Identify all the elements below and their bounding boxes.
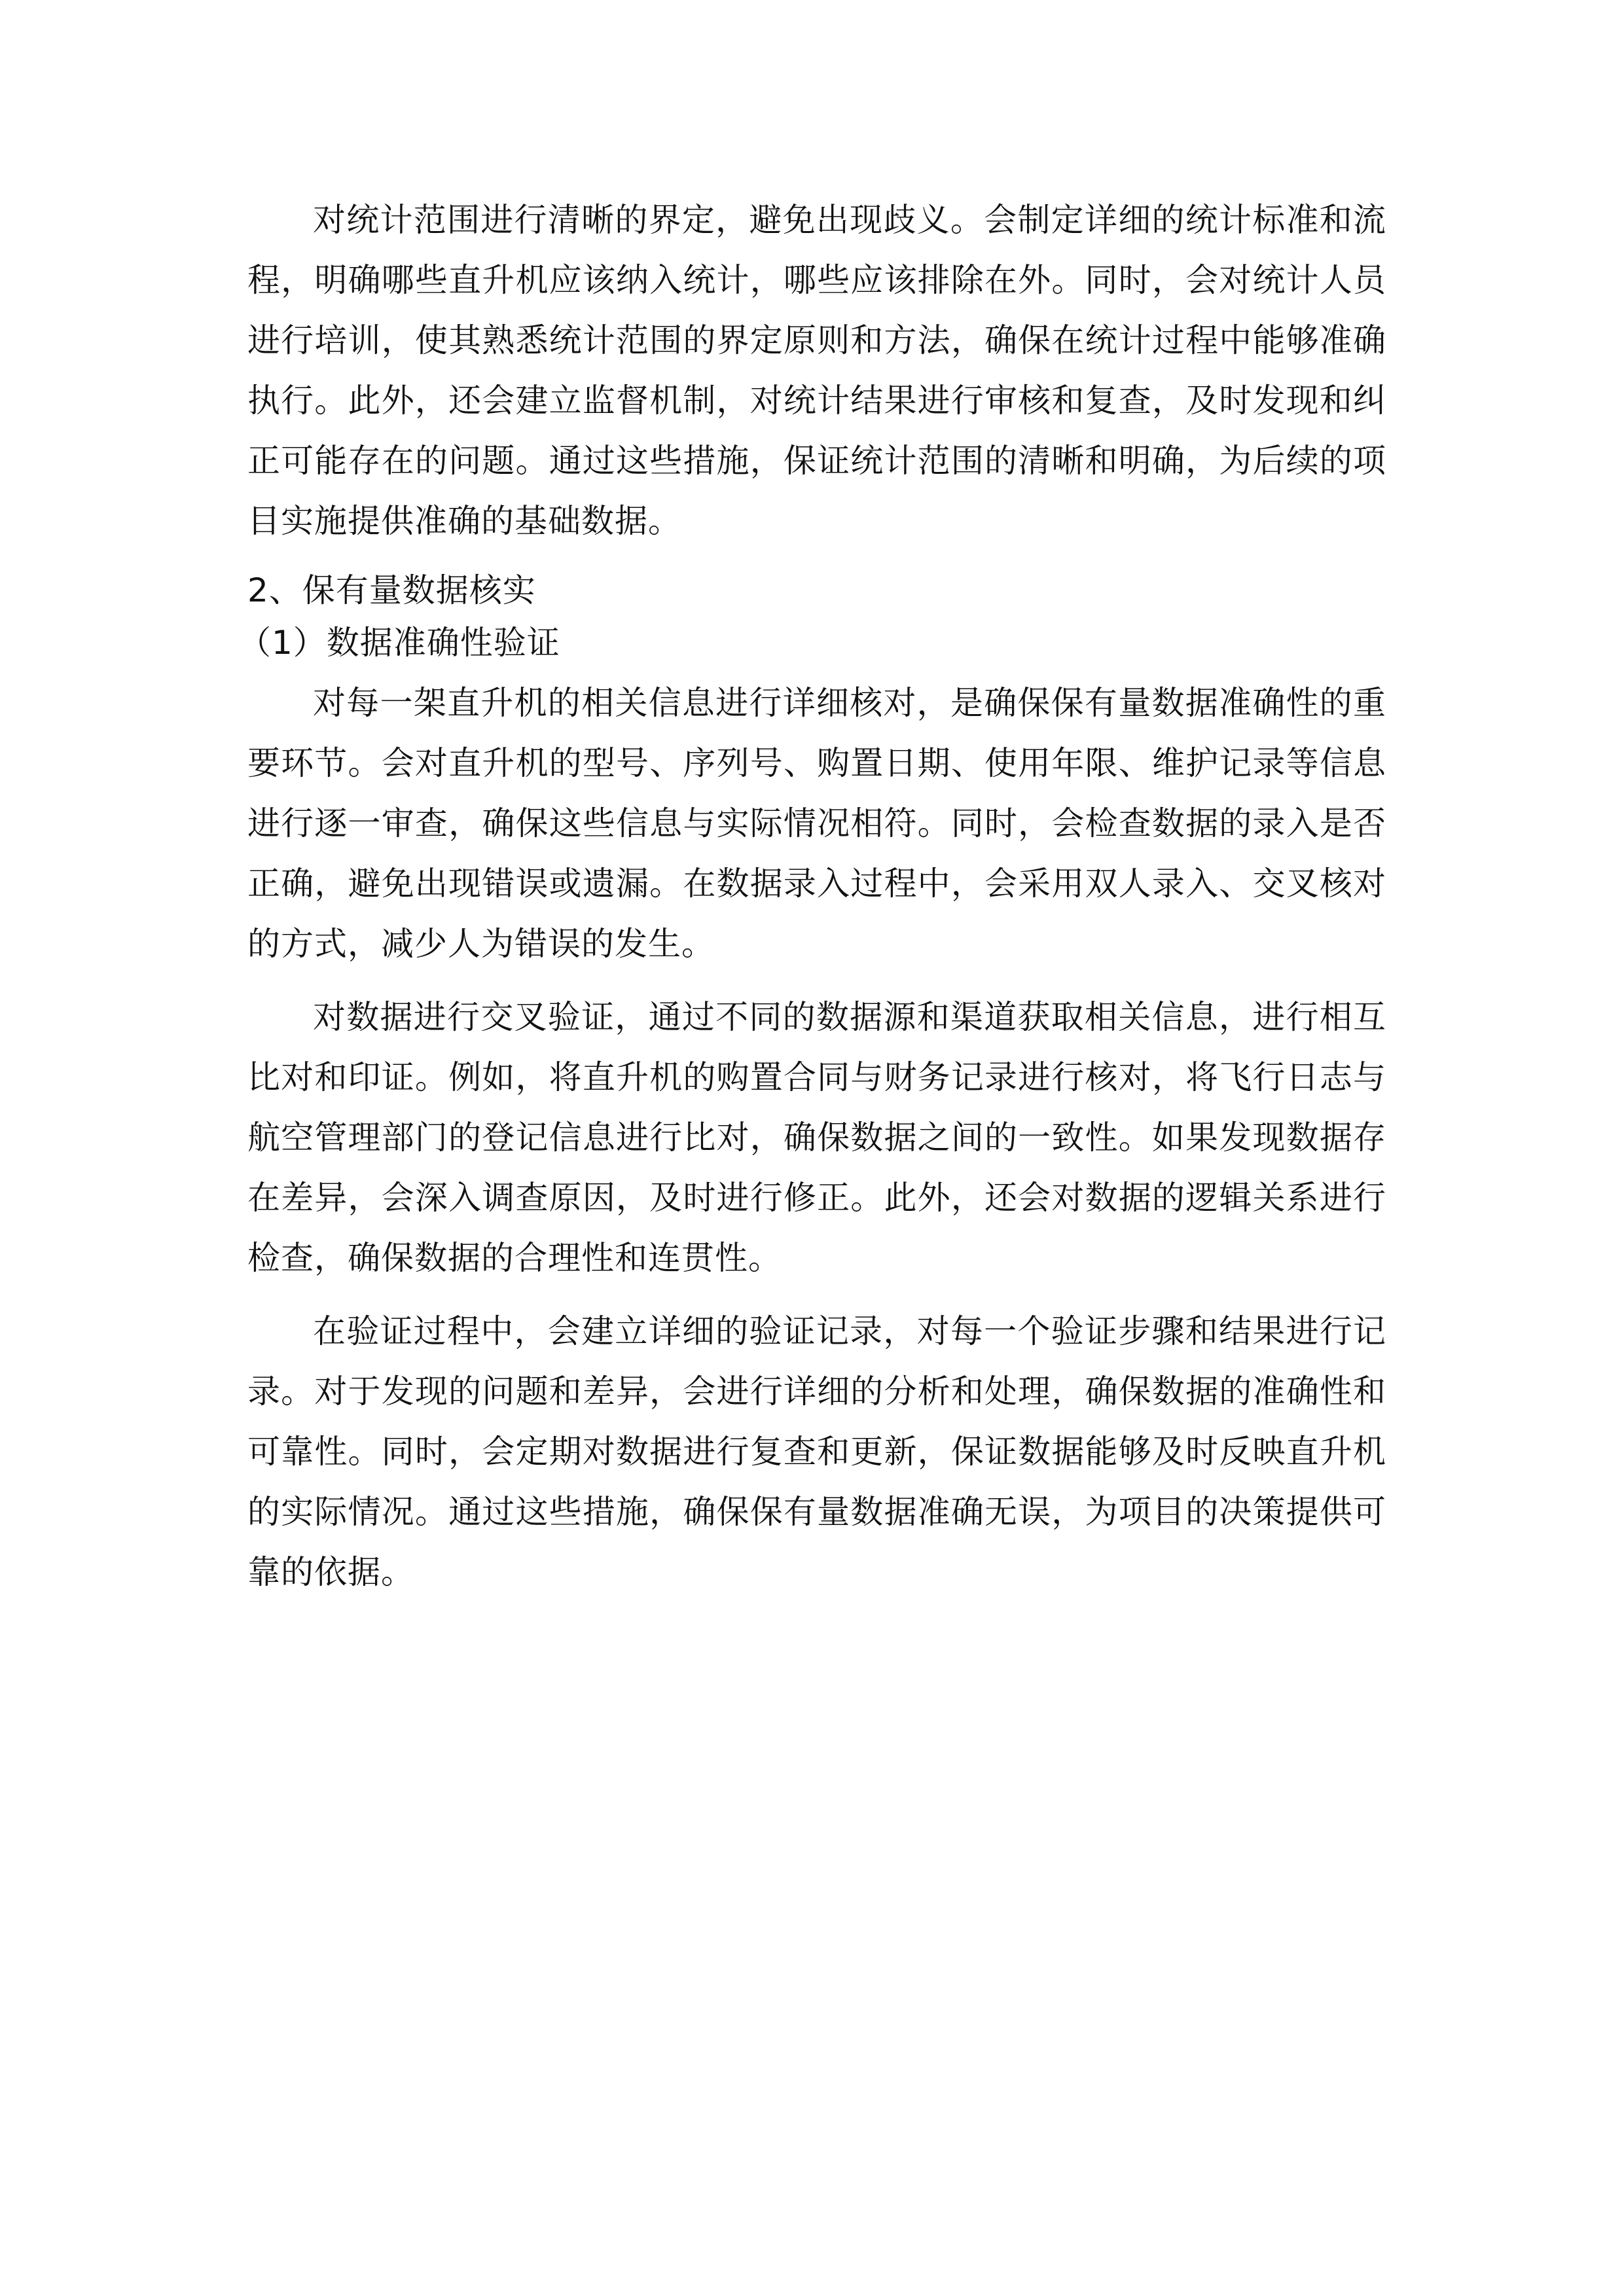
subsection-heading: （1）数据准确性验证 <box>238 624 560 662</box>
body-paragraph: 对数据进行交叉验证，通过不同的数据源和渠道获取相关信息，进行相互比对和印证。例如，将直升机的购置合同与财务记录进行核对，将飞行日志与航空管理部门的登记信息进行比对，确保数据之间的一致性。如果发现数据存在差异，会深入调查原因，及时进行修正。此外，还会对数据的逻辑关系进行检查，确保数据的合理性和连贯性。 <box>247 998 1386 1277</box>
document-page <box>238 190 1386 1615</box>
body-paragraph: 在验证过程中，会建立详细的验证记录，对每一个验证步骤和结果进行记录。对于发现的问题和差异，会进行详细的分析和处理，确保数据的准确性和可靠性。同时，会定期对数据进行复查和更新，保证数据能够及时反映直升机的实际情况。通过这些措施，确保保有量数据准确无误，为项目的决策提供可靠的依据。 <box>247 1312 1386 1591</box>
section-heading: 2、保有量数据核实 <box>247 571 536 609</box>
body-paragraph: 对每一架直升机的相关信息进行详细核对，是确保保有量数据准确性的重要环节。会对直升机的型号、序列号、购置日期、使用年限、维护记录等信息进行逐一审查，确保这些信息与实际情况相符。同时，会检查数据的录入是否正确，避免出现错误或遗漏。在数据录入过程中，会采用双人录入、交叉核对的方式，减少人为错误的发生。 <box>247 684 1386 963</box>
intro-paragraph: 对统计范围进行清晰的界定，避免出现歧义。会制定详细的统计标准和流程，明确哪些直升机应该纳入统计，哪些应该排除在外。同时，会对统计人员进行培训，使其熟悉统计范围的界定原则和方法，确保在统计过程中能够准确执行。此外，还会建立监督机制，对统计结果进行审核和复查，及时发现和纠正可能存在的问题。通过这些措施，保证统计范围的清晰和明确，为后续的项目实施提供准确的基础数据。 <box>247 201 1386 540</box>
